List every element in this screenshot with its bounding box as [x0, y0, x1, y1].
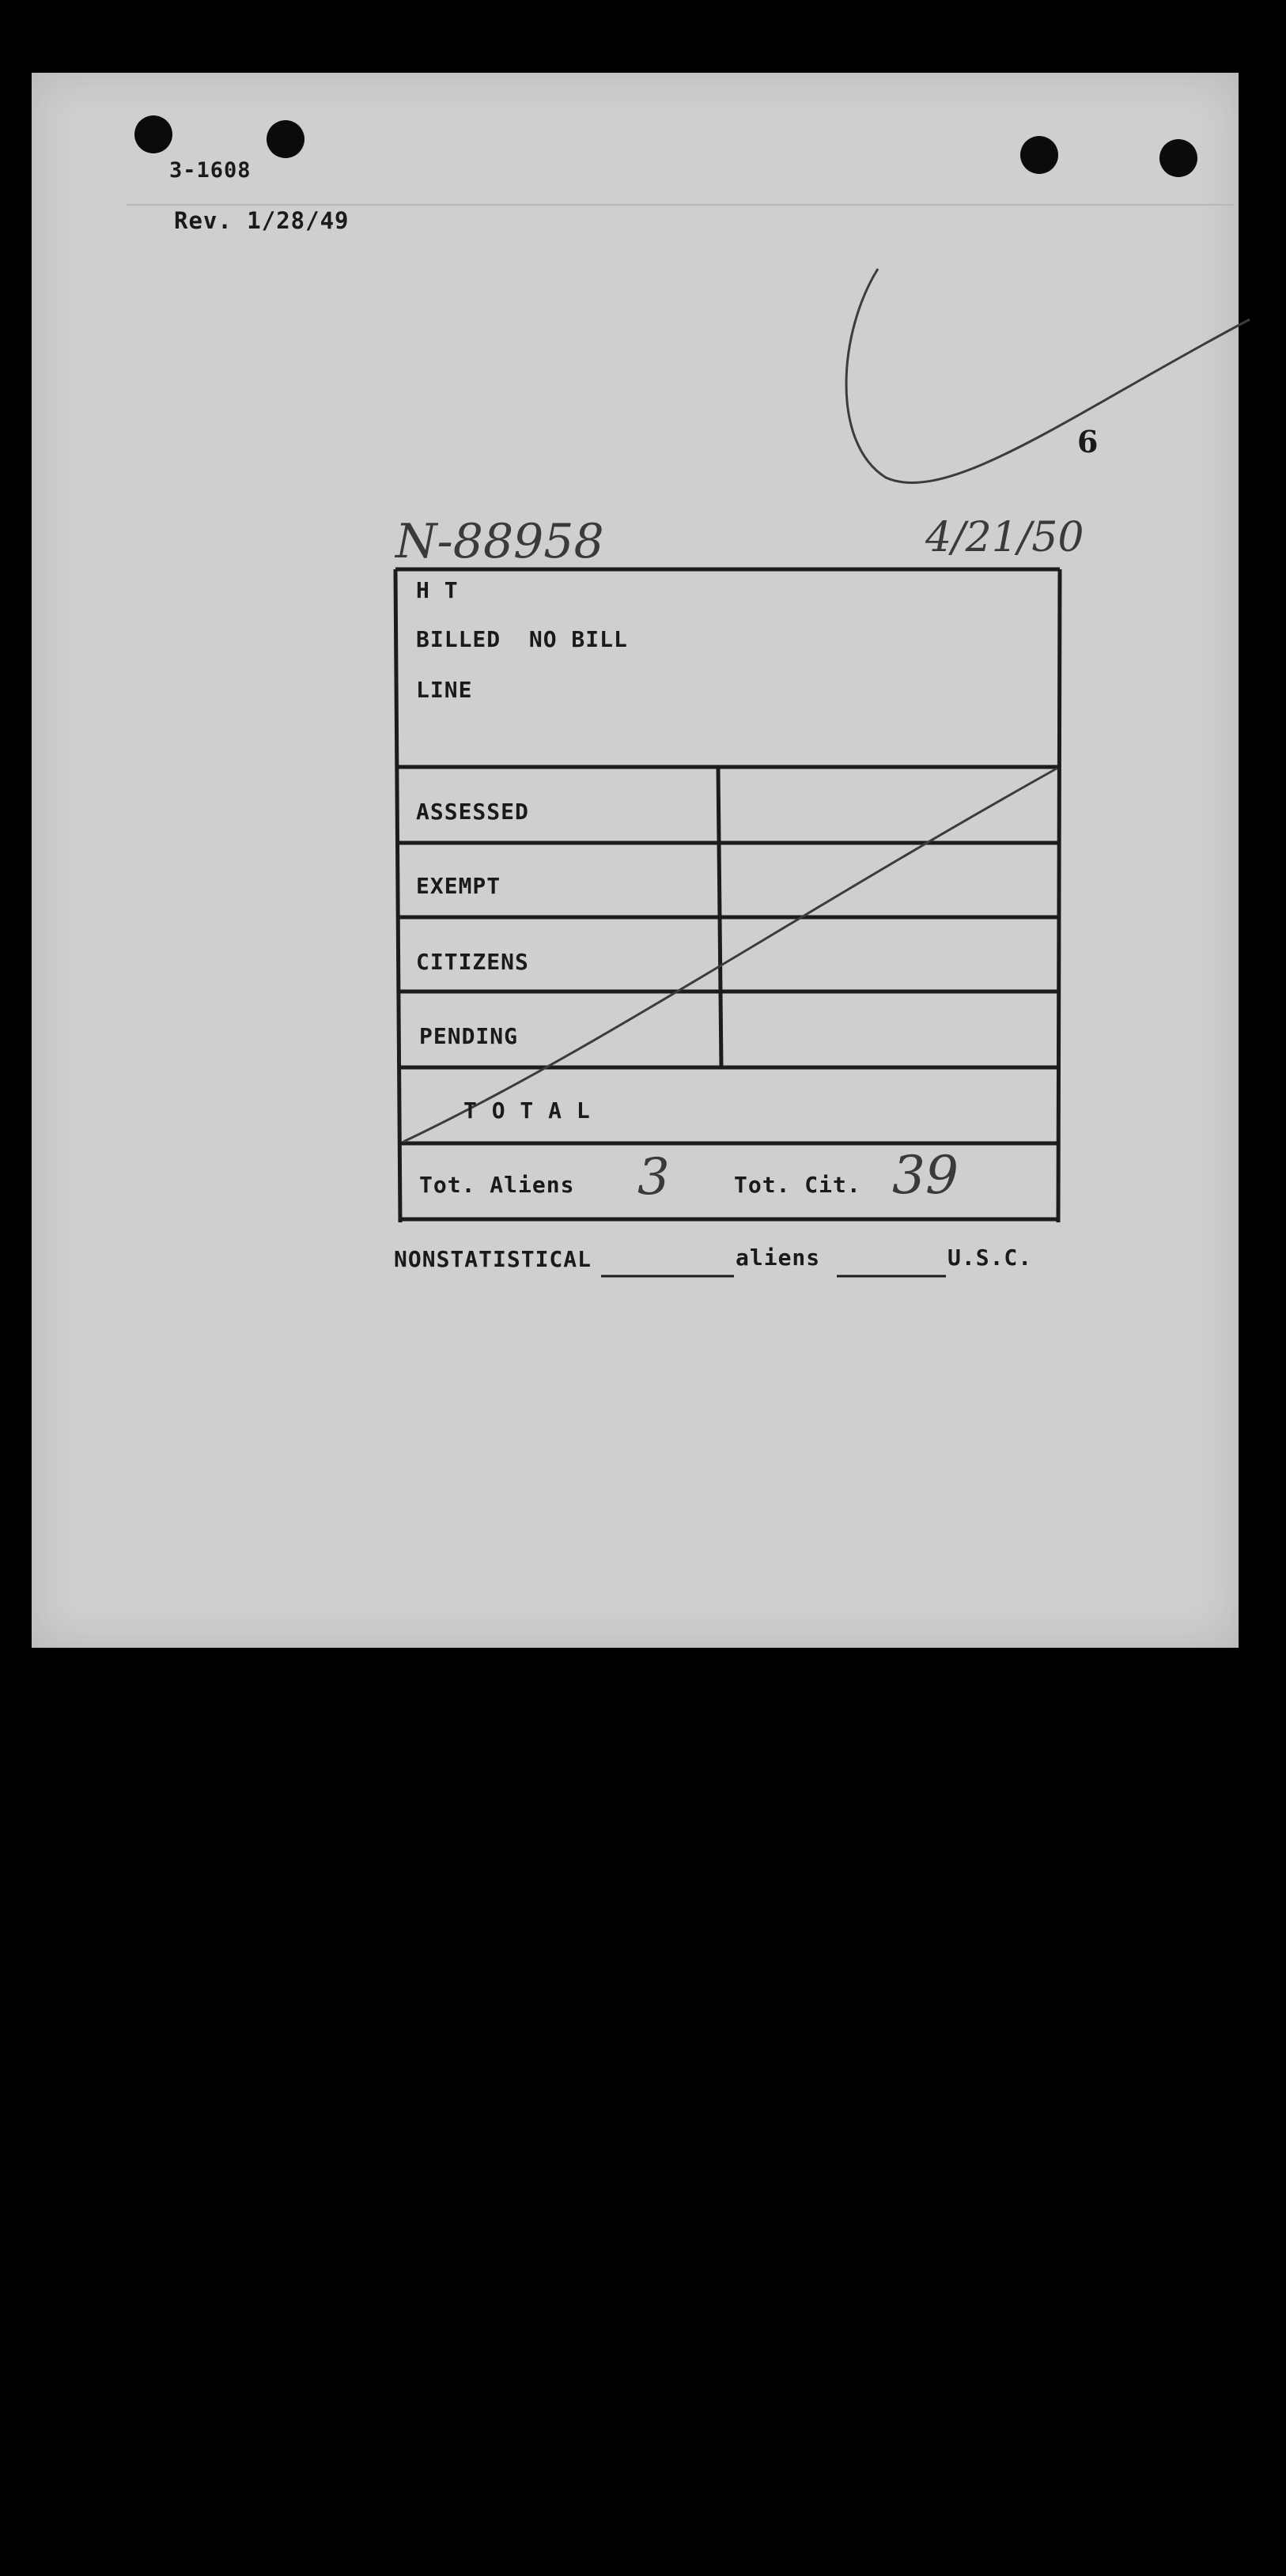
form-number: 3-1608 [169, 158, 252, 183]
total-citizens-label: Tot. Cit. [734, 1172, 861, 1198]
handwritten-total-aliens: 3 [637, 1148, 670, 1207]
form-line-ht: H T [416, 577, 459, 603]
handwritten-case-number: N-88958 [395, 514, 604, 569]
footer-usc: U.S.C. [947, 1245, 1033, 1271]
handwritten-total-citizens: 39 [892, 1145, 959, 1206]
handwritten-date: 4/21/50 [925, 514, 1084, 561]
punch-hole-left-2 [267, 120, 304, 158]
form-line-line: LINE [416, 677, 473, 703]
footer-aliens: aliens [736, 1245, 821, 1271]
punch-hole-right-1 [1020, 136, 1058, 174]
form-line-billed: BILLED NO BILL [416, 626, 628, 652]
paper-fold-line [127, 204, 1234, 206]
total-label: T O T A L [463, 1097, 591, 1124]
punch-hole-right-2 [1159, 139, 1197, 177]
row-label-pending: PENDING [419, 1023, 519, 1049]
row-label-citizens: CITIZENS [416, 949, 529, 975]
row-label-exempt: EXEMPT [416, 873, 501, 899]
punch-hole-left-1 [134, 115, 172, 153]
total-aliens-label: Tot. Aliens [419, 1172, 575, 1198]
page-number: 6 [1077, 424, 1099, 459]
revision-date: Rev. 1/28/49 [174, 207, 350, 234]
document-page [32, 73, 1239, 1648]
footer-nonstatistical: NONSTATISTICAL [394, 1246, 592, 1272]
row-label-assessed: ASSESSED [416, 799, 529, 825]
